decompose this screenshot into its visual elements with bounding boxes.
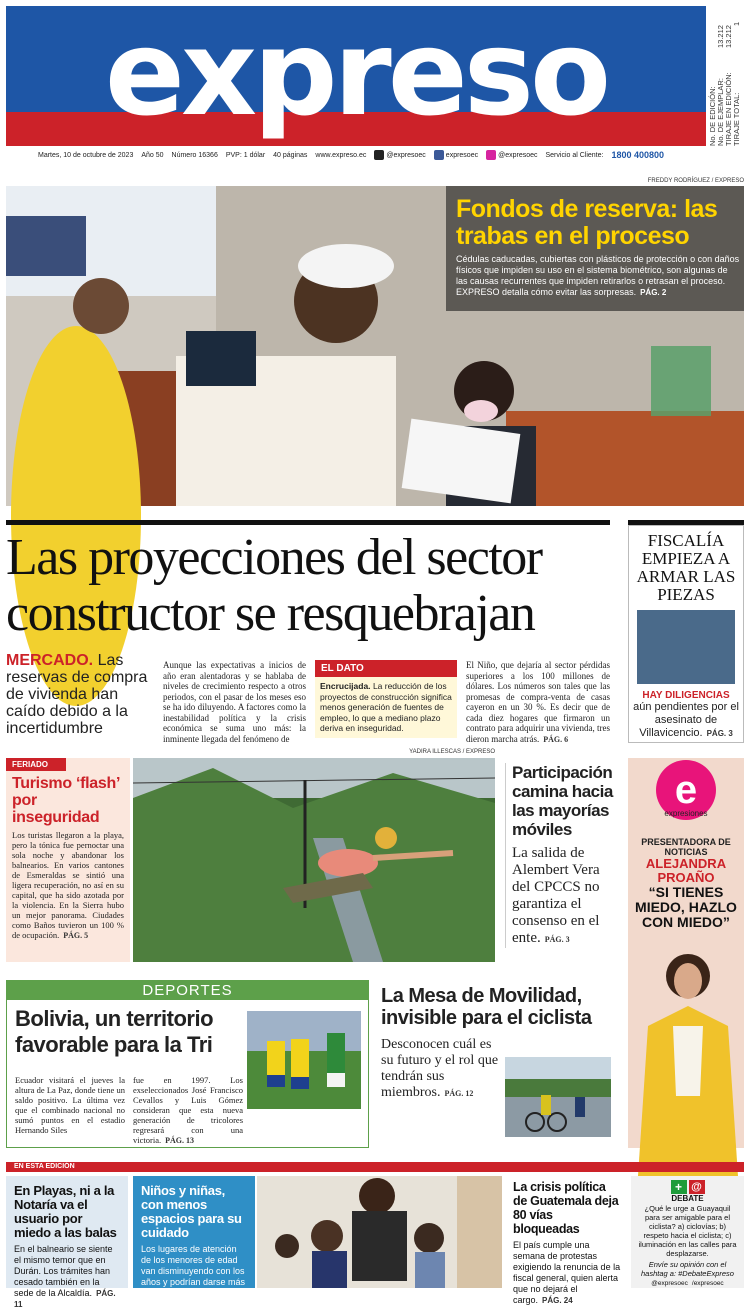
- page-count: 40 páginas: [273, 151, 308, 159]
- turismo-story[interactable]: [6, 758, 130, 962]
- fiscalia-photo: [637, 610, 735, 684]
- playas-text: En el balneario se siente el mismo temor que en Durán. Los trámites han cesado también en la sede de la Alcaldía.: [14, 1244, 113, 1298]
- facebook-icon: [434, 150, 444, 160]
- main-photo-text: Cédulas caducadas, cubiertas con plásticos de protección o con daños físicos que impiden su uso en el sistema biométrico, son algunas de las causas recurrentes que impiden retirarlos o retrasan el proceso. EXPRESO detalla cómo evitar las sorpresas.: [456, 254, 740, 297]
- print-run-value: 13.212: [716, 25, 725, 48]
- playas-box[interactable]: [6, 1176, 128, 1309]
- instagram-icon: [486, 150, 496, 160]
- zipline-photo: [133, 758, 495, 962]
- svg-text:e: e: [674, 768, 698, 812]
- debate-social: [637, 1280, 738, 1287]
- print-run-label: TIRAJE EN EDICIÓN:: [724, 72, 733, 146]
- lead-kicker: MERCADO.: [6, 652, 94, 669]
- en-esta-edicion-bar: EN ESTA EDICIÓN: [6, 1162, 744, 1172]
- playas-page: PÁG. 11: [14, 1289, 116, 1309]
- website-link[interactable]: www.expreso.ec: [315, 151, 367, 159]
- debate-fb-handle[interactable]: /expresoec: [691, 1280, 724, 1287]
- lead-rule: [6, 520, 610, 525]
- issue-year: Año 50: [141, 151, 164, 159]
- x-social: [374, 150, 425, 160]
- cyclists-illustration: [505, 1057, 611, 1137]
- expresiones-logo: [628, 758, 744, 828]
- lead-headline[interactable]: Las proyecciones del sector constructor se resquebrajan: [6, 529, 542, 642]
- instagram-handle[interactable]: @expresoec: [498, 151, 538, 159]
- mesa-headline[interactable]: La Mesa de Movilidad, invisible para el ciclista: [381, 985, 592, 1029]
- lead-subhead: [6, 652, 156, 737]
- guatemala-summary: [513, 1240, 621, 1306]
- lead-column-1: Aunque las expectativas a inicios de año eran alentadoras y se hablaba de niveles de crecimiento respecto a otros periodos, con el pasar de los meses eso se ha ido diluyendo. A factores como la inestabilidad política y la crisis económica se suma uno más: la inminente llegada del fenómeno de: [163, 660, 306, 744]
- playas-summary: [14, 1244, 120, 1310]
- guatemala-headline[interactable]: La crisis política de Guatemala deja 80 vías bloqueadas: [513, 1180, 619, 1236]
- guatemala-text: El país cumple una semana de protestas exigiendo la renuncia de la fiscal general, quien alerta que no dejará el cargo.: [513, 1240, 621, 1305]
- deportes-column-2: [133, 1075, 243, 1146]
- info-bar: [6, 148, 746, 162]
- debate-box[interactable]: [631, 1176, 744, 1288]
- edition-info: [706, 8, 746, 148]
- x-handle[interactable]: @expresoec: [386, 151, 426, 159]
- guatemala-box[interactable]: [507, 1176, 627, 1305]
- price: PVP: 1 dólar: [225, 151, 266, 159]
- total-run-value: 13.212: [724, 25, 733, 48]
- cyclists-photo: [505, 1057, 611, 1137]
- mesa-page: PÁG. 12: [444, 1089, 474, 1098]
- football-players: [247, 1011, 361, 1109]
- football-photo: [247, 1011, 361, 1109]
- turismo-photo-credit: YADIRA ILLESCAS / EXPRESO: [409, 749, 495, 755]
- instagram-social: [486, 150, 537, 160]
- debate-cta[interactable]: Envíe su opinión con el hashtag a: #DebateExpreso: [641, 1260, 734, 1278]
- turismo-tag: FERIADO: [6, 758, 66, 771]
- x-icon: [374, 150, 384, 160]
- ninos-page: PÁG. 10: [180, 1289, 211, 1298]
- plus-icon: +: [671, 1180, 687, 1194]
- copy-number-label: No. DE EJEMPLAR:: [716, 78, 725, 146]
- mesa-movilidad-story[interactable]: [381, 985, 619, 1145]
- ninos-summary: [141, 1244, 247, 1299]
- debate-title: DEBATE: [671, 1194, 704, 1203]
- expresiones-brand: expresiones: [664, 809, 708, 818]
- turismo-headline[interactable]: Turismo ‘flash’ por inseguridad: [12, 775, 120, 826]
- el-dato-text: La reducción de los proyectos de construcción significa menos generación de fuentes de empleo, lo que a mediano plazo deriva en inseguridad.: [320, 681, 452, 733]
- lead-subhead-text: Las reservas de compra de vivienda han caído debido a la incertidumbre: [6, 652, 148, 737]
- fiscalia-text: aún pendientes por el asesinato de Villavicencio.: [633, 701, 739, 739]
- edition-number-value: 1: [732, 21, 741, 26]
- expresiones-quote[interactable]: “SI TIENES MIEDO, HAZLO CON MIEDO”: [635, 884, 737, 930]
- facebook-handle[interactable]: expresoec: [445, 151, 479, 159]
- total-run-label: TIRAJE TOTAL:: [732, 92, 741, 146]
- deportes-headline[interactable]: Bolivia, un territorio favorable para la Tri: [15, 1006, 214, 1057]
- mesa-summary: [381, 1037, 501, 1102]
- el-dato-box: [315, 660, 457, 738]
- main-photo-story[interactable]: [6, 186, 744, 506]
- participacion-page: PÁG. 3: [544, 935, 570, 944]
- newspaper-logo[interactable]: expreso: [104, 4, 608, 142]
- participacion-story[interactable]: [505, 763, 618, 948]
- lead-column-2: [466, 660, 610, 745]
- fiscalia-headline[interactable]: FISCALÍA EMPIEZA A ARMAR LAS PIEZAS: [636, 531, 736, 604]
- children-photo: [257, 1176, 502, 1288]
- deportes-page: PÁG. 13: [165, 1136, 194, 1145]
- facebook-social: [434, 150, 478, 160]
- debate-logo: [637, 1180, 738, 1194]
- el-dato-body: [315, 677, 457, 738]
- guatemala-page: PÁG. 24: [542, 1296, 573, 1305]
- service-phone[interactable]: 1800 400800: [611, 150, 665, 160]
- lead-column-2-text: El Niño, que dejaría al sector pérdidas superiores a los 100 millones de dólares. Los números son tales que las promesas de compra-venta de casas cayeron en un 30 %. Es decir que de cada diez hogares que firmaron un contrato para adquirir una vivienda, tres dieron marcha atrás.: [466, 660, 610, 744]
- debate-x-handle[interactable]: @expresoec: [651, 1280, 688, 1287]
- main-photo-headline[interactable]: Fondos de reserva: las trabas en el proceso: [456, 195, 718, 250]
- issue-number: Número 16366: [171, 151, 218, 159]
- edition-number-label: No. DE EDICIÓN:: [708, 86, 717, 146]
- lead-story[interactable]: [6, 530, 616, 642]
- fiscalia-summary: [629, 701, 743, 740]
- photo-credit: FREDDY RODRÍGUEZ / EXPRESO: [647, 178, 744, 184]
- turismo-text: Los turistas llegaron a la playa, pero la tónica fue pernoctar una sola noche y abandonar los balnearios. En varios cantones de Esmeraldas se sintió una ligera recuperación, no así en su capital, que ha sido azotada por la violencia. En la Sierra hubo un mejor panorama. Ciudades como Baños tuvieron un 100 % de ocupación.: [12, 830, 124, 940]
- ninos-headline[interactable]: Niños y niñas, con menos espacios para su cuidado: [141, 1183, 242, 1240]
- zipline-illustration: [133, 758, 495, 962]
- fiscalia-kicker: HAY DILIGENCIAS: [642, 690, 730, 701]
- ninos-box[interactable]: [133, 1176, 255, 1298]
- at-icon: @: [689, 1180, 705, 1194]
- deportes-column-2-text: fue en 1997. Los exseleccionados José Francisco Cevallos y Luis Gómez consideran que esta nueva generación de tricolores regresará con una victoria.: [133, 1075, 243, 1145]
- fiscalia-page: PÁG. 3: [706, 729, 733, 738]
- service-label: Servicio al Cliente:: [545, 151, 604, 159]
- masthead: [6, 6, 706, 146]
- mesa-text: Desconocen cuál es su futuro y el rol que tendrán sus miembros.: [381, 1037, 499, 1100]
- playas-headline[interactable]: En Playas, ni a la Notaría va el usuario por miedo a las balas: [14, 1183, 117, 1240]
- ninos-text: Los lugares de atención de los menores de edad van disminuyendo con los años y podrían darse más recortes.: [141, 1244, 246, 1298]
- turismo-body: [12, 830, 124, 941]
- el-dato-title: EL DATO: [315, 660, 457, 677]
- deportes-header: DEPORTES: [7, 981, 368, 1000]
- expresiones-box[interactable]: [628, 758, 744, 1148]
- main-photo-summary: [456, 254, 740, 298]
- expresiones-name: ALEJANDRA PROAÑO: [645, 856, 727, 885]
- deportes-section[interactable]: [6, 980, 369, 1148]
- deportes-column-1: Ecuador visitará el jueves la altura de La Paz, donde tiene un saldo positivo. La última vez que el combinado nacional no sumó puntos en el estadio Hernando Siles: [15, 1075, 125, 1135]
- presenter-photo: [628, 936, 744, 1176]
- debate-question: ¿Qué le urge a Guayaquil para ser amigable para el ciclista? a) ciclovías; b) respeto hacia el ciclista; c) iluminación en las calles para desplazarse.: [638, 1204, 737, 1258]
- el-dato-kicker: Encrucijada.: [320, 681, 371, 691]
- fiscalia-story[interactable]: [628, 525, 744, 743]
- children-illustration: [257, 1176, 502, 1288]
- participacion-text: La salida de Alembert Vera del CPCCS no garantiza el consenso en el ente.: [512, 845, 600, 946]
- issue-date: Martes, 10 de octubre de 2023: [38, 151, 134, 159]
- lead-page: PÁG. 6: [543, 734, 569, 744]
- expresiones-role: PRESENTADORA DE NOTICIAS: [641, 837, 731, 857]
- main-photo-page: PÁG. 2: [640, 288, 667, 297]
- participacion-headline[interactable]: Participación camina hacia las mayorías móviles: [512, 763, 613, 839]
- turismo-page: PÁG. 5: [63, 931, 89, 940]
- participacion-summary: [512, 845, 618, 948]
